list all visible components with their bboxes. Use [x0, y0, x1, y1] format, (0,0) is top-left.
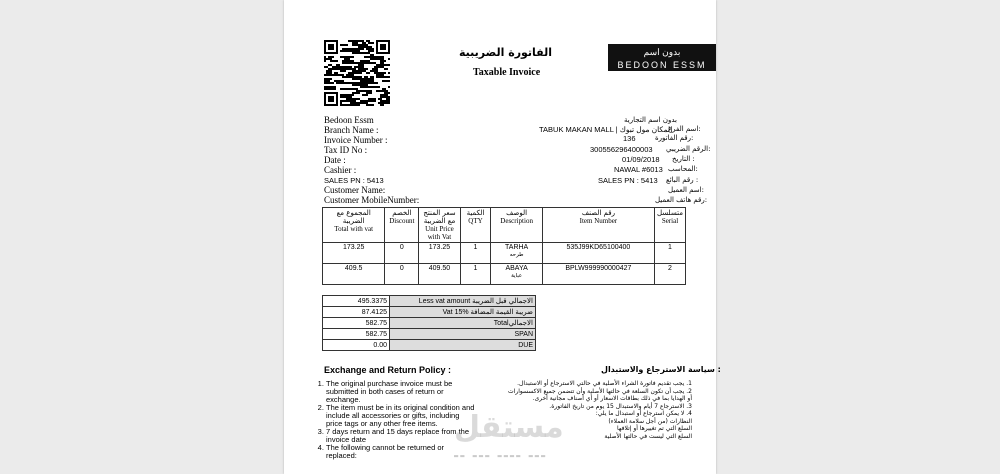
col-serial: متسلسل Serial: [654, 208, 685, 243]
totals-row: [323, 340, 536, 351]
list-item: 2. The item must be in its original condition and include all accessories or gifts, including price tags or any other free items.: [326, 404, 476, 428]
cashier-value: NAWAL #6013: [614, 165, 663, 174]
list-item: السلع التي ليست في حالتها الأصلية: [604, 432, 692, 440]
title-english: Taxable Invoice: [473, 67, 541, 78]
policy-title-ar: سياسة الاسترجاع والاستبدال :: [601, 365, 721, 374]
col-description: الوصف Description: [491, 208, 542, 243]
cell-serial: 1: [654, 243, 685, 264]
totals-label: Less vat amount الاجمالي قبل الضريبة: [390, 296, 536, 307]
col-total: المجموع مع الضريبة Total with vat: [323, 208, 385, 243]
customer-label-ar: اسم العميل:: [668, 186, 704, 194]
tax-label-ar: الرقم الضريبي:: [666, 145, 711, 153]
customer-mobile-label: Customer MobileNumber:: [324, 195, 420, 205]
list-item: 2. يجب أن تكون السلعة في حالتها الأصلية وأن تتضمن جميع الاكسسوارات أو الهدايا بما في ذلك بطاقات الاسعار أو أي أصناف مجانية أخرى.: [508, 387, 692, 402]
cell-discount: 0: [385, 264, 419, 285]
totals-value: 87.4125: [323, 307, 390, 318]
invoice-page: [284, 0, 721, 474]
col-discount: الخصم Discount: [385, 208, 419, 243]
policy-list-en: [312, 380, 476, 460]
date-value: 01/09/2018: [622, 155, 660, 164]
totals-row: [323, 318, 536, 329]
logo-arabic: بدون اسم: [643, 47, 681, 57]
cell-item-number: 535J99KD65100400: [542, 243, 654, 264]
totals-value: 495.3375: [323, 296, 390, 307]
date-label: Date :: [324, 155, 346, 165]
totals-value: 0.00: [323, 340, 390, 351]
totals-label: Totalالاجمالي: [390, 318, 536, 329]
invoice-number-label: Invoice Number :: [324, 135, 388, 145]
totals-table: [322, 295, 536, 351]
totals-row: [323, 296, 536, 307]
cell-qty: 1: [460, 243, 491, 264]
cell-unit-price: 409.50: [419, 264, 460, 285]
branch-label-ar: اسم الفرع:: [668, 125, 701, 133]
list-item: 4. The following cannot be returned or replaced:: [326, 444, 476, 460]
list-item: 1. يجب تقديم فاتورة الشراء الأصلية في حالتي الاسترجاع أو الاستبدال.: [517, 380, 692, 387]
customer-name-label: Customer Name:: [324, 185, 386, 195]
totals-row: [323, 307, 536, 318]
col-qty: الكمية QTY: [460, 208, 491, 243]
totals-label: DUE: [390, 340, 536, 351]
col-item-number: رقم الصنف Item Number: [542, 208, 654, 243]
cell-item-number: BPLW999990000427: [542, 264, 654, 285]
title-arabic: الفاتورة الضريبية: [459, 46, 552, 59]
list-item: 1. The original purchase invoice must be submitted in both cases of return or exchange.: [326, 380, 476, 404]
sales-label-ar: رقم البائع :: [666, 176, 699, 184]
totals-value: 582.75: [323, 318, 390, 329]
invoice-number-value: 136: [623, 134, 636, 143]
cell-serial: 2: [654, 264, 685, 285]
cell-discount: 0: [385, 243, 419, 264]
cell-qty: 1: [460, 264, 491, 285]
list-item: السلع التي تم تغييرها أو إتلافها: [617, 425, 692, 432]
list-item: 3. 7 days return and 15 days replace from the invoice date: [326, 428, 476, 444]
totals-label: SPAN: [390, 329, 536, 340]
branch-value: TABUK MAKAN MALL | المكان مول تبوك: [539, 125, 673, 134]
totals-label: Vat 15% ضريبة القيمة المضافة: [390, 307, 536, 318]
branch-label: Branch Name :: [324, 125, 379, 135]
mobile-label-ar: رقم هاتف العميل:: [655, 196, 708, 204]
date-label-ar: التاريخ :: [672, 155, 695, 163]
cell-description: ABAYA عباية: [491, 264, 542, 285]
list-item: 3. الاسترجاع 7 أيام والاستبدال 15 يوم من تاريخ الفاتورة.: [549, 402, 692, 410]
cashier-label-ar: المحاسب:: [668, 165, 698, 173]
sales-person: SALES PN : 5413: [324, 176, 384, 185]
policy-title-en: Exchange and Return Policy :: [324, 365, 452, 375]
table-row: [323, 243, 686, 264]
list-item: 4. لا يمكن استرجاع أو استبدال ما يلي:: [595, 410, 692, 417]
invoice-label-ar: رقم الفاتورة:: [655, 134, 694, 142]
totals-row: [323, 329, 536, 340]
sales-person-value: SALES PN : 5413: [598, 176, 658, 185]
company-name: Bedoon Essm: [324, 115, 374, 125]
brand-logo: [608, 44, 716, 71]
items-table-header: [323, 208, 686, 243]
col-unit-price: سعر المنتج مع الضريبة Unit Price with Vat: [419, 208, 460, 243]
cell-description: TARHA طرحه: [491, 243, 542, 264]
cashier-label: Cashier :: [324, 165, 357, 175]
cell-total: 409.5: [323, 264, 385, 285]
totals-value: 582.75: [323, 329, 390, 340]
watermark-bar: ▬▬ ▬▬▬ ▬▬▬▬ ▬▬▬: [454, 452, 548, 460]
qr-code: [324, 40, 390, 106]
company-name-ar: بدون اسم التجارية: [624, 116, 677, 124]
watermark: مستقل: [454, 410, 564, 445]
cell-total: 173.25: [323, 243, 385, 264]
tax-id-label: Tax ID No :: [324, 145, 368, 155]
table-row: [323, 264, 686, 285]
list-item: النظارات (من أجل سلامة العملاء): [608, 417, 692, 425]
logo-english: BEDOON ESSM: [617, 60, 707, 70]
items-table: [322, 207, 686, 285]
cell-unit-price: 173.25: [419, 243, 460, 264]
tax-id-value: 300556296400003: [590, 145, 653, 154]
